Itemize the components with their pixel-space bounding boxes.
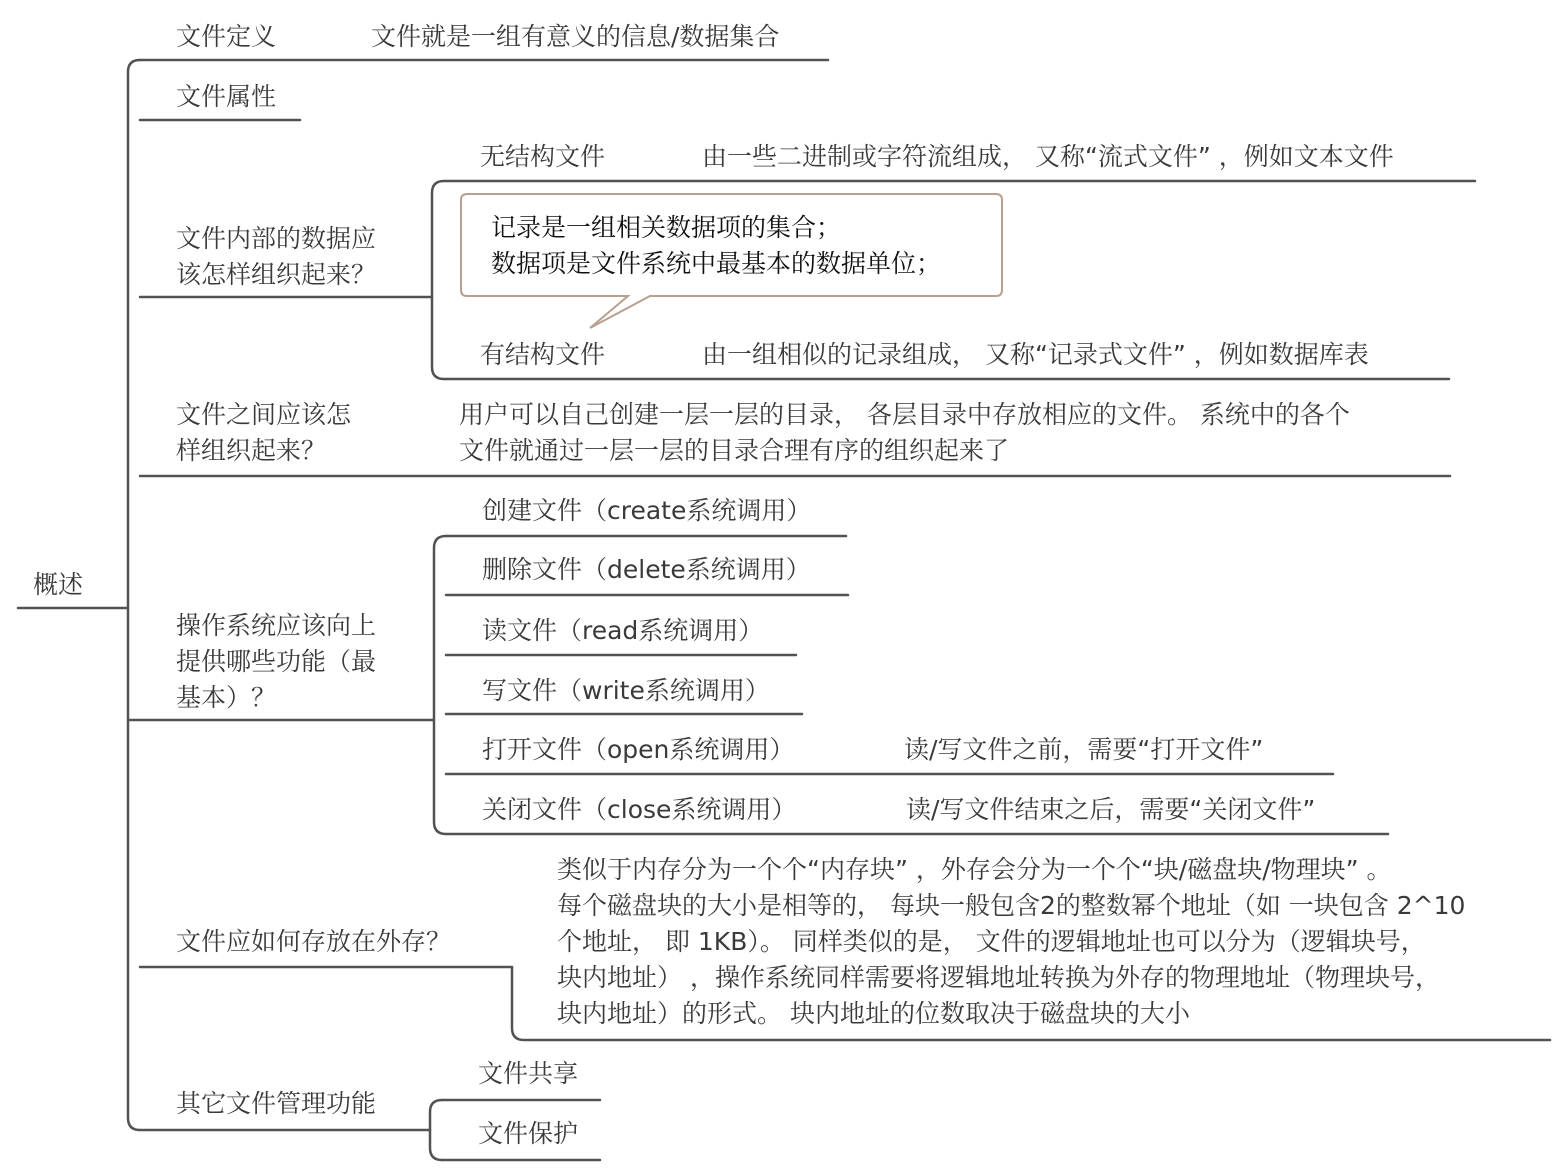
structured-file-label: 有结构文件 [480,340,606,369]
os-function-open-detail: 读/写文件之前，需要“打开文件” [904,735,1264,764]
branch-storage-detail: 类似于内存分为一个个“内存块” ，外存会分为一个个“块/磁盘块/物理块” 。 每个磁盘块的大小是相等的， 每块一般包含2的整数幂个地址（如 一块包含 2^10 个地址， 即 1KB）。 同样类似的是， 文件的逻辑地址也可以分为（逻辑块号， 块内地址） ，操作系统同样需要将逻辑地址转换为外存的物理地址（物理块号， 块内地址）的形式。 块内地址的位数取决于磁盘块的大小 [557,855,1466,1028]
os-function-open: 打开文件（open系统调用） [482,735,795,764]
branch-definition-detail: 文件就是一组有意义的信息/数据集合 [371,22,780,51]
root-label: 概述 [33,570,84,599]
branch-between-label: 文件之间应该怎 样组织起来？ [176,400,352,465]
branch-os-functions-label: 操作系统应该向上 提供哪些功能（最 基本）？ [176,611,377,712]
other-file-protect: 文件保护 [478,1119,579,1148]
main-spine [128,60,140,1130]
branch-storage-label: 文件应如何存放在外存？ [176,927,452,956]
bracket-internal [432,181,444,379]
os-function-write: 写文件（write系统调用） [482,676,770,705]
branch-between-detail: 用户可以自己创建一层一层的目录， 各层目录中存放相应的文件。 系统中的各个 文件就通过一层一层的目录合理有序的组织起来了 [459,400,1350,465]
os-function-create: 创建文件（create系统调用） [482,496,812,525]
other-file-share: 文件共享 [478,1059,579,1088]
branch-attributes-label: 文件属性 [176,82,277,111]
structured-file-detail: 由一组相似的记录组成， 又称“记录式文件” ，例如数据库表 [702,340,1369,369]
bracket-other [430,1100,442,1160]
os-function-delete: 删除文件（delete系统调用） [482,555,811,584]
os-function-close-detail: 读/写文件结束之后，需要“关闭文件” [906,795,1316,824]
unstructured-file-label: 无结构文件 [480,142,606,171]
bracket-os-functions [434,536,446,834]
os-function-close: 关闭文件（close系统调用） [482,795,797,824]
record-note: 记录是一组相关数据项的集合； 数据项是文件系统中最基本的数据单位； [491,213,942,278]
unstructured-file-detail: 由一些二进制或字符流组成， 又称“流式文件” ，例如文本文件 [702,142,1394,171]
os-function-read: 读文件（read系统调用） [482,616,764,645]
branch-other-label: 其它文件管理功能 [176,1089,377,1118]
branch-internal-label: 文件内部的数据应 该怎样组织起来？ [176,224,377,289]
branch-definition-label: 文件定义 [176,22,277,51]
